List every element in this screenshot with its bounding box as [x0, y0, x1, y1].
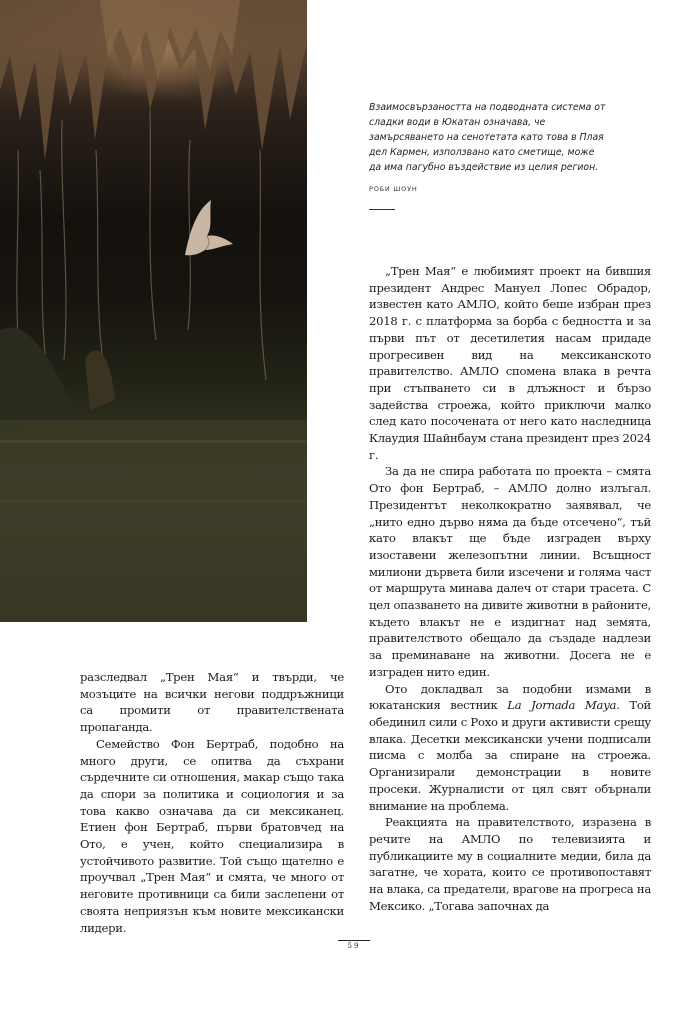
credit-divider — [369, 209, 395, 210]
paragraph — [369, 681, 651, 815]
paragraph: Реакцията на правителството, изразена в речите на АМЛО по телевизията и публикациите му в социалните медии, била да загатне, че хората, които се противопоставят на влака, са предатели, врагове на прогреса на Мексико. „Тогава започнах да — [369, 815, 651, 913]
newspaper-title: La Jornada Maya — [507, 698, 617, 713]
paragraph: „Трен Мая“ е любимият проект на бившия президент Андрес Мануел Лопес Обрадор, известен като АМЛО, който беше избран през 2018 г. с платформа за борба с бедността и за първи път от десетилетия насам придаде прогресивен вид на мексиканското правителство. АМЛО спомена влака в речта при стъпването си в длъжност и бързо задейства строежа, който приключи малко след като посочената от него като наследница Клаудия Шайнбаум стана президент през 2024 г. — [369, 264, 652, 462]
cave-photo — [0, 0, 307, 622]
paragraph-text: Ото докладвал за подобни измами в юкатанския вестник — [369, 681, 651, 713]
rock-formations — [0, 327, 115, 430]
water-surface — [0, 420, 307, 622]
page-number: 59 — [347, 942, 361, 950]
folio-divider — [338, 940, 370, 941]
paragraph: разследвал „Трен Мая“ и твърди, че мозъците на всички негови поддръжници са промити от правителствената пропаганда. — [80, 670, 344, 735]
photo-caption: Взаимосвързаността на подводната система от сладки води в Юкатан означава, че замърсяването на сенотетата като това в Плая дел Кармен, използвано като сметище, може да има пагубно въздействие из целия регион. — [369, 102, 606, 173]
paragraph: За да не спира работата по проекта – смята Ото фон Бертраб, – АМЛО долно излъгал. Президентът неколкократно заявявал, че „нито едно дърво няма да бъде отсечено“, тъй като влакът ще бъде изграден върху изоставени железопътни линии. Всъщност милиони дървета били изсечени и голяма част от маршрута минава далеч от стари трасета. С цел опазването на дивите животни в районите, където влакът не е издигнат над земята, правителството обещало да създаде надлези за преминаване на животни. Досега не е изграден нито един. — [369, 464, 651, 679]
bat-icon — [185, 200, 233, 255]
paragraph: Семейство Фон Бертраб, подобно на много други, се опитва да съхрани сърдечните си отношения, макар също така да спори за политика и социология и за това какво означава да си мексиканец. Етиен фон Бертраб, първи братовчед на Ото, е учен, който специализира в устойчивото развитие. Той също щателно е проучвал „Трен Мая“ и смята, че много от неговите противници са били заслепени от своята неприязън към новите мексикански лидери. — [80, 736, 344, 935]
photo-credit: РОБИ ШОУН — [369, 185, 418, 193]
cave-illustration — [0, 0, 307, 622]
hanging-roots — [17, 110, 266, 390]
paragraph-text: . Той обединил сили с Рохо и други активисти срещу влака. Десетки мексикански учени подписали писма с молба за спиране на строежа. Организирали демонстрации в новите просеки. Журналисти от цял свят обърнали внимание на проблема. — [369, 698, 652, 813]
left-column — [80, 669, 344, 936]
right-column — [369, 263, 651, 914]
